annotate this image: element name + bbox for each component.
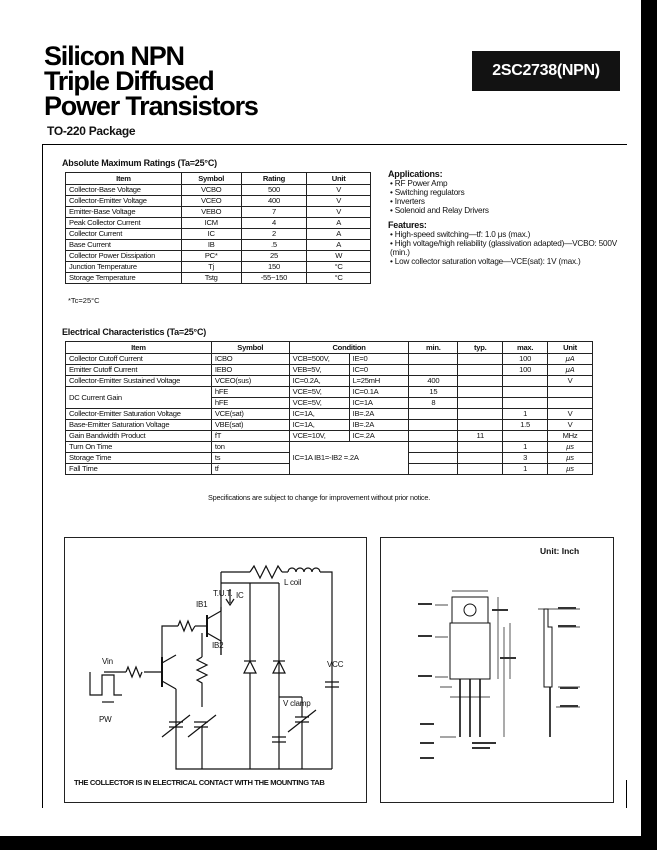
application-item: • Switching regulators <box>390 188 465 197</box>
dimension-text-mark <box>420 723 434 725</box>
title-line-3: Power Transistors <box>44 91 258 121</box>
cell <box>409 409 458 420</box>
table-header-row <box>66 173 371 185</box>
dimension-text-mark <box>492 609 508 611</box>
cell <box>458 453 503 464</box>
cell: 400 <box>409 376 458 387</box>
ib2-label: IB2 <box>212 641 224 650</box>
feature-item: • High voltage/high reliability (glassivation adapted)—VCBO: 500V (min.) <box>390 239 617 257</box>
mounting-hole <box>464 604 476 616</box>
cell: A <box>307 240 371 251</box>
dimension-text-mark <box>420 742 434 744</box>
col-header: Symbol <box>211 342 289 354</box>
resistor-symbol <box>126 667 142 677</box>
applications-features-block <box>388 170 626 266</box>
col-header: min. <box>409 342 458 354</box>
lcoil-label: L coil <box>284 578 302 587</box>
dimension-text-mark <box>558 625 576 627</box>
dimension-text-mark <box>472 747 490 749</box>
cell: 11 <box>458 431 503 442</box>
cell: °C <box>307 273 371 284</box>
cell: Storage Temperature <box>66 273 182 284</box>
dimension-text-mark <box>558 607 576 609</box>
cell: IC=.2A <box>349 431 409 442</box>
cell: μs <box>548 453 593 464</box>
cell: 25 <box>241 251 307 262</box>
abs-max-footnote: *Tc=25°C <box>68 296 100 305</box>
cell <box>458 442 503 453</box>
cell: hFE <box>211 398 289 409</box>
cell: ton <box>211 442 289 453</box>
cell: VCE(sat) <box>211 409 289 420</box>
dimension-text-mark <box>500 657 516 659</box>
cell: tf <box>211 464 289 475</box>
cell: Collector-Base Voltage <box>66 185 182 196</box>
cell: IB <box>181 240 241 251</box>
cell: μA <box>548 365 593 376</box>
transistor-leads <box>207 611 221 641</box>
cell: Collector-Emitter Voltage <box>66 196 182 207</box>
col-header: Unit <box>307 173 371 185</box>
vcc-label: VCC <box>327 660 344 669</box>
cell: 1 <box>503 442 548 453</box>
scan-edge-bottom <box>0 836 657 850</box>
cell: Emitter Cutoff Current <box>66 365 212 376</box>
cell: IB=.2A <box>349 420 409 431</box>
cell <box>458 387 503 398</box>
cell: VEB=5V, <box>289 365 349 376</box>
cell: MHz <box>548 431 593 442</box>
applications-heading: Applications: <box>388 169 443 179</box>
cell: 8 <box>409 398 458 409</box>
cell: 3 <box>503 453 548 464</box>
cell: VCE=5V, <box>289 387 349 398</box>
application-item: • Inverters <box>390 197 425 206</box>
dimension-text-mark <box>560 687 578 689</box>
package-label: TO-220 Package <box>47 124 136 138</box>
cell: Collector Cutoff Current <box>66 354 212 365</box>
cell: Emitter-Base Voltage <box>66 207 182 218</box>
scan-edge-right <box>641 0 657 850</box>
title-line-2: Triple Diffused <box>44 66 214 96</box>
cell <box>503 431 548 442</box>
application-item: • RF Power Amp <box>390 179 448 188</box>
cell: Collector-Emitter Sustained Voltage <box>66 376 212 387</box>
cell: DC Current Gain <box>66 387 212 409</box>
circuit-wire <box>320 572 332 769</box>
cell <box>409 354 458 365</box>
table-row <box>66 387 593 398</box>
table-row <box>66 262 371 273</box>
table-row <box>66 240 371 251</box>
cell: V <box>307 185 371 196</box>
dimension-text-mark <box>560 705 578 707</box>
cell <box>458 376 503 387</box>
vin-label: Vin <box>102 657 113 666</box>
diode-symbol <box>244 661 256 673</box>
cell: °C <box>307 262 371 273</box>
cell: Fall Time <box>66 464 212 475</box>
cell <box>409 420 458 431</box>
cell <box>409 365 458 376</box>
cell: 1 <box>503 409 548 420</box>
application-text: Solenoid and Relay Drivers <box>394 206 489 215</box>
cell <box>458 464 503 475</box>
table-row <box>66 420 593 431</box>
col-header: typ. <box>458 342 503 354</box>
cell: IC=0.2A, <box>289 376 349 387</box>
table-row <box>66 273 371 284</box>
table-row <box>66 431 593 442</box>
cell <box>458 354 503 365</box>
cell <box>458 420 503 431</box>
cell: Base Current <box>66 240 182 251</box>
frame-top-rule <box>42 144 627 145</box>
cell: Tstg <box>181 273 241 284</box>
cell: VCBO <box>181 185 241 196</box>
dimension-text-mark <box>418 603 432 605</box>
table-row <box>66 185 371 196</box>
cell: IC=1A IB1=-IB2 =.2A <box>289 442 409 475</box>
unit-label: Unit: Inch <box>540 546 580 556</box>
cell <box>458 409 503 420</box>
cell: ICBO <box>211 354 289 365</box>
part-number-badge: 2SC2738(NPN) <box>472 51 620 91</box>
frame-left-rule <box>42 144 43 808</box>
cell: Collector Current <box>66 229 182 240</box>
col-header: Item <box>66 173 182 185</box>
resistor-symbol <box>197 657 207 707</box>
table-row <box>66 218 371 229</box>
dimension-text-mark <box>418 675 432 677</box>
cell: Storage Time <box>66 453 212 464</box>
ic-label: IC <box>236 591 244 600</box>
circuit-wire <box>162 626 178 683</box>
cell: Base-Emitter Saturation Voltage <box>66 420 212 431</box>
package-tab-outline <box>452 597 488 623</box>
cell: hFE <box>211 387 289 398</box>
elec-char-title: Electrical Characteristics (Ta=25°C) <box>62 327 207 337</box>
cell: VEBO <box>181 207 241 218</box>
abs-max-title: Absolute Maximum Ratings (Ta=25°C) <box>62 158 217 168</box>
cell <box>503 398 548 409</box>
cell: ts <box>211 453 289 464</box>
cell <box>409 442 458 453</box>
tut-label: T.U.T. <box>213 589 233 598</box>
cell: V <box>548 420 593 431</box>
application-item: • Solenoid and Relay Drivers <box>390 206 489 215</box>
cell: 7 <box>241 207 307 218</box>
cell: μs <box>548 464 593 475</box>
cell: 400 <box>241 196 307 207</box>
cell: PC* <box>181 251 241 262</box>
feature-item: • High-speed switching—tf: 1.0 μs (max.) <box>390 230 531 239</box>
application-text: Switching regulators <box>394 188 465 197</box>
cell: 4 <box>241 218 307 229</box>
package-leads <box>460 679 480 737</box>
pw-label: PW <box>99 715 112 724</box>
feature-text: Low collector saturation voltage—VCE(sat): 1V (max.) <box>394 257 581 266</box>
table-row <box>66 251 371 262</box>
cell: IC=0.1A <box>349 387 409 398</box>
cell: IE=0 <box>349 354 409 365</box>
table-row <box>66 229 371 240</box>
driver-transistor-leads <box>162 655 176 689</box>
resistor-symbol <box>178 621 195 631</box>
cell: 1 <box>503 464 548 475</box>
cell: -55~150 <box>241 273 307 284</box>
cell <box>409 453 458 464</box>
dimension-text-mark <box>472 742 496 744</box>
cell: 2 <box>241 229 307 240</box>
frame-right-rule <box>626 780 627 808</box>
dimension-lines <box>498 597 510 737</box>
cell: VCB=500V, <box>289 354 349 365</box>
cell <box>503 376 548 387</box>
cell <box>409 431 458 442</box>
cell: Collector-Emitter Saturation Voltage <box>66 409 212 420</box>
cell: Peak Collector Current <box>66 218 182 229</box>
cell: IC=0 <box>349 365 409 376</box>
col-header: max. <box>503 342 548 354</box>
cell <box>548 398 593 409</box>
cell: 150 <box>241 262 307 273</box>
cell: 15 <box>409 387 458 398</box>
cell: IC=1A <box>349 398 409 409</box>
table-row <box>66 365 593 376</box>
cell: 1.5 <box>503 420 548 431</box>
ib1-label: IB1 <box>196 600 208 609</box>
cell: IB=.2A <box>349 409 409 420</box>
cell: L=25mH <box>349 376 409 387</box>
cell: VCEO <box>181 196 241 207</box>
cell: IC <box>181 229 241 240</box>
cell: ICM <box>181 218 241 229</box>
cell: V <box>307 207 371 218</box>
cell: A <box>307 229 371 240</box>
to220-outline-drawing <box>380 537 613 802</box>
cell: VCEO(sus) <box>211 376 289 387</box>
col-header: Condition <box>289 342 409 354</box>
cell: Turn On Time <box>66 442 212 453</box>
feature-item: • Low collector saturation voltage—VCE(sat): 1V (max.) <box>390 257 581 266</box>
table-row <box>66 354 593 365</box>
elec-char-table <box>65 341 593 475</box>
cell: IEBO <box>211 365 289 376</box>
cell: Gain Bandwidth Product <box>66 431 212 442</box>
cell: V <box>307 196 371 207</box>
test-circuit-diagram <box>64 537 366 802</box>
resistor-symbol <box>250 566 282 578</box>
cell: A <box>307 218 371 229</box>
col-header: Unit <box>548 342 593 354</box>
cell: VBE(sat) <box>211 420 289 431</box>
cell <box>548 387 593 398</box>
cell <box>458 365 503 376</box>
product-title <box>44 41 258 121</box>
cell: V <box>548 376 593 387</box>
input-pulse-waveform <box>90 672 122 695</box>
inductor-coil-symbol <box>288 568 320 572</box>
cell: Tj <box>181 262 241 273</box>
cell: μs <box>548 442 593 453</box>
cell: 100 <box>503 354 548 365</box>
cell: Junction Temperature <box>66 262 182 273</box>
cell <box>409 464 458 475</box>
cell: 100 <box>503 365 548 376</box>
col-header: Rating <box>241 173 307 185</box>
cell: .5 <box>241 240 307 251</box>
collector-contact-note: THE COLLECTOR IS IN ELECTRICAL CONTACT WITH THE MOUNTING TAB <box>74 778 325 787</box>
dimension-text-mark <box>418 635 432 637</box>
dimension-text-mark <box>420 757 434 759</box>
cell: IC=1A, <box>289 409 349 420</box>
cell: VCE=5V, <box>289 398 349 409</box>
features-heading: Features: <box>388 220 427 230</box>
table-row <box>66 196 371 207</box>
cell: Collector Power Dissipation <box>66 251 182 262</box>
table-header-row <box>66 342 593 354</box>
cell: W <box>307 251 371 262</box>
spec-change-note: Specifications are subject to change for improvement without prior notice. <box>208 493 431 502</box>
cell <box>503 387 548 398</box>
cell: fT <box>211 431 289 442</box>
cell: IC=1A, <box>289 420 349 431</box>
cell: V <box>548 409 593 420</box>
cell: 500 <box>241 185 307 196</box>
application-text: RF Power Amp <box>394 179 448 188</box>
table-row <box>66 376 593 387</box>
application-text: Inverters <box>394 197 425 206</box>
table-row <box>66 442 593 453</box>
package-body-outline <box>450 623 490 679</box>
package-side-outline <box>544 609 552 687</box>
cell <box>458 398 503 409</box>
cell: VCE=10V, <box>289 431 349 442</box>
feature-text: High-speed switching—tf: 1.0 μs (max.) <box>394 230 531 239</box>
cell: μA <box>548 354 593 365</box>
abs-max-table <box>65 172 371 284</box>
ground-rail <box>176 737 332 769</box>
dimension-lines <box>435 605 456 737</box>
table-row <box>66 409 593 420</box>
vclamp-label: V clamp <box>283 699 311 708</box>
title-line-1: Silicon NPN <box>44 41 184 71</box>
col-header: Item <box>66 342 212 354</box>
table-row <box>66 207 371 218</box>
col-header: Symbol <box>181 173 241 185</box>
feature-text: High voltage/high reliability (glassivation adapted)—VCBO: 500V (min.) <box>390 239 617 257</box>
